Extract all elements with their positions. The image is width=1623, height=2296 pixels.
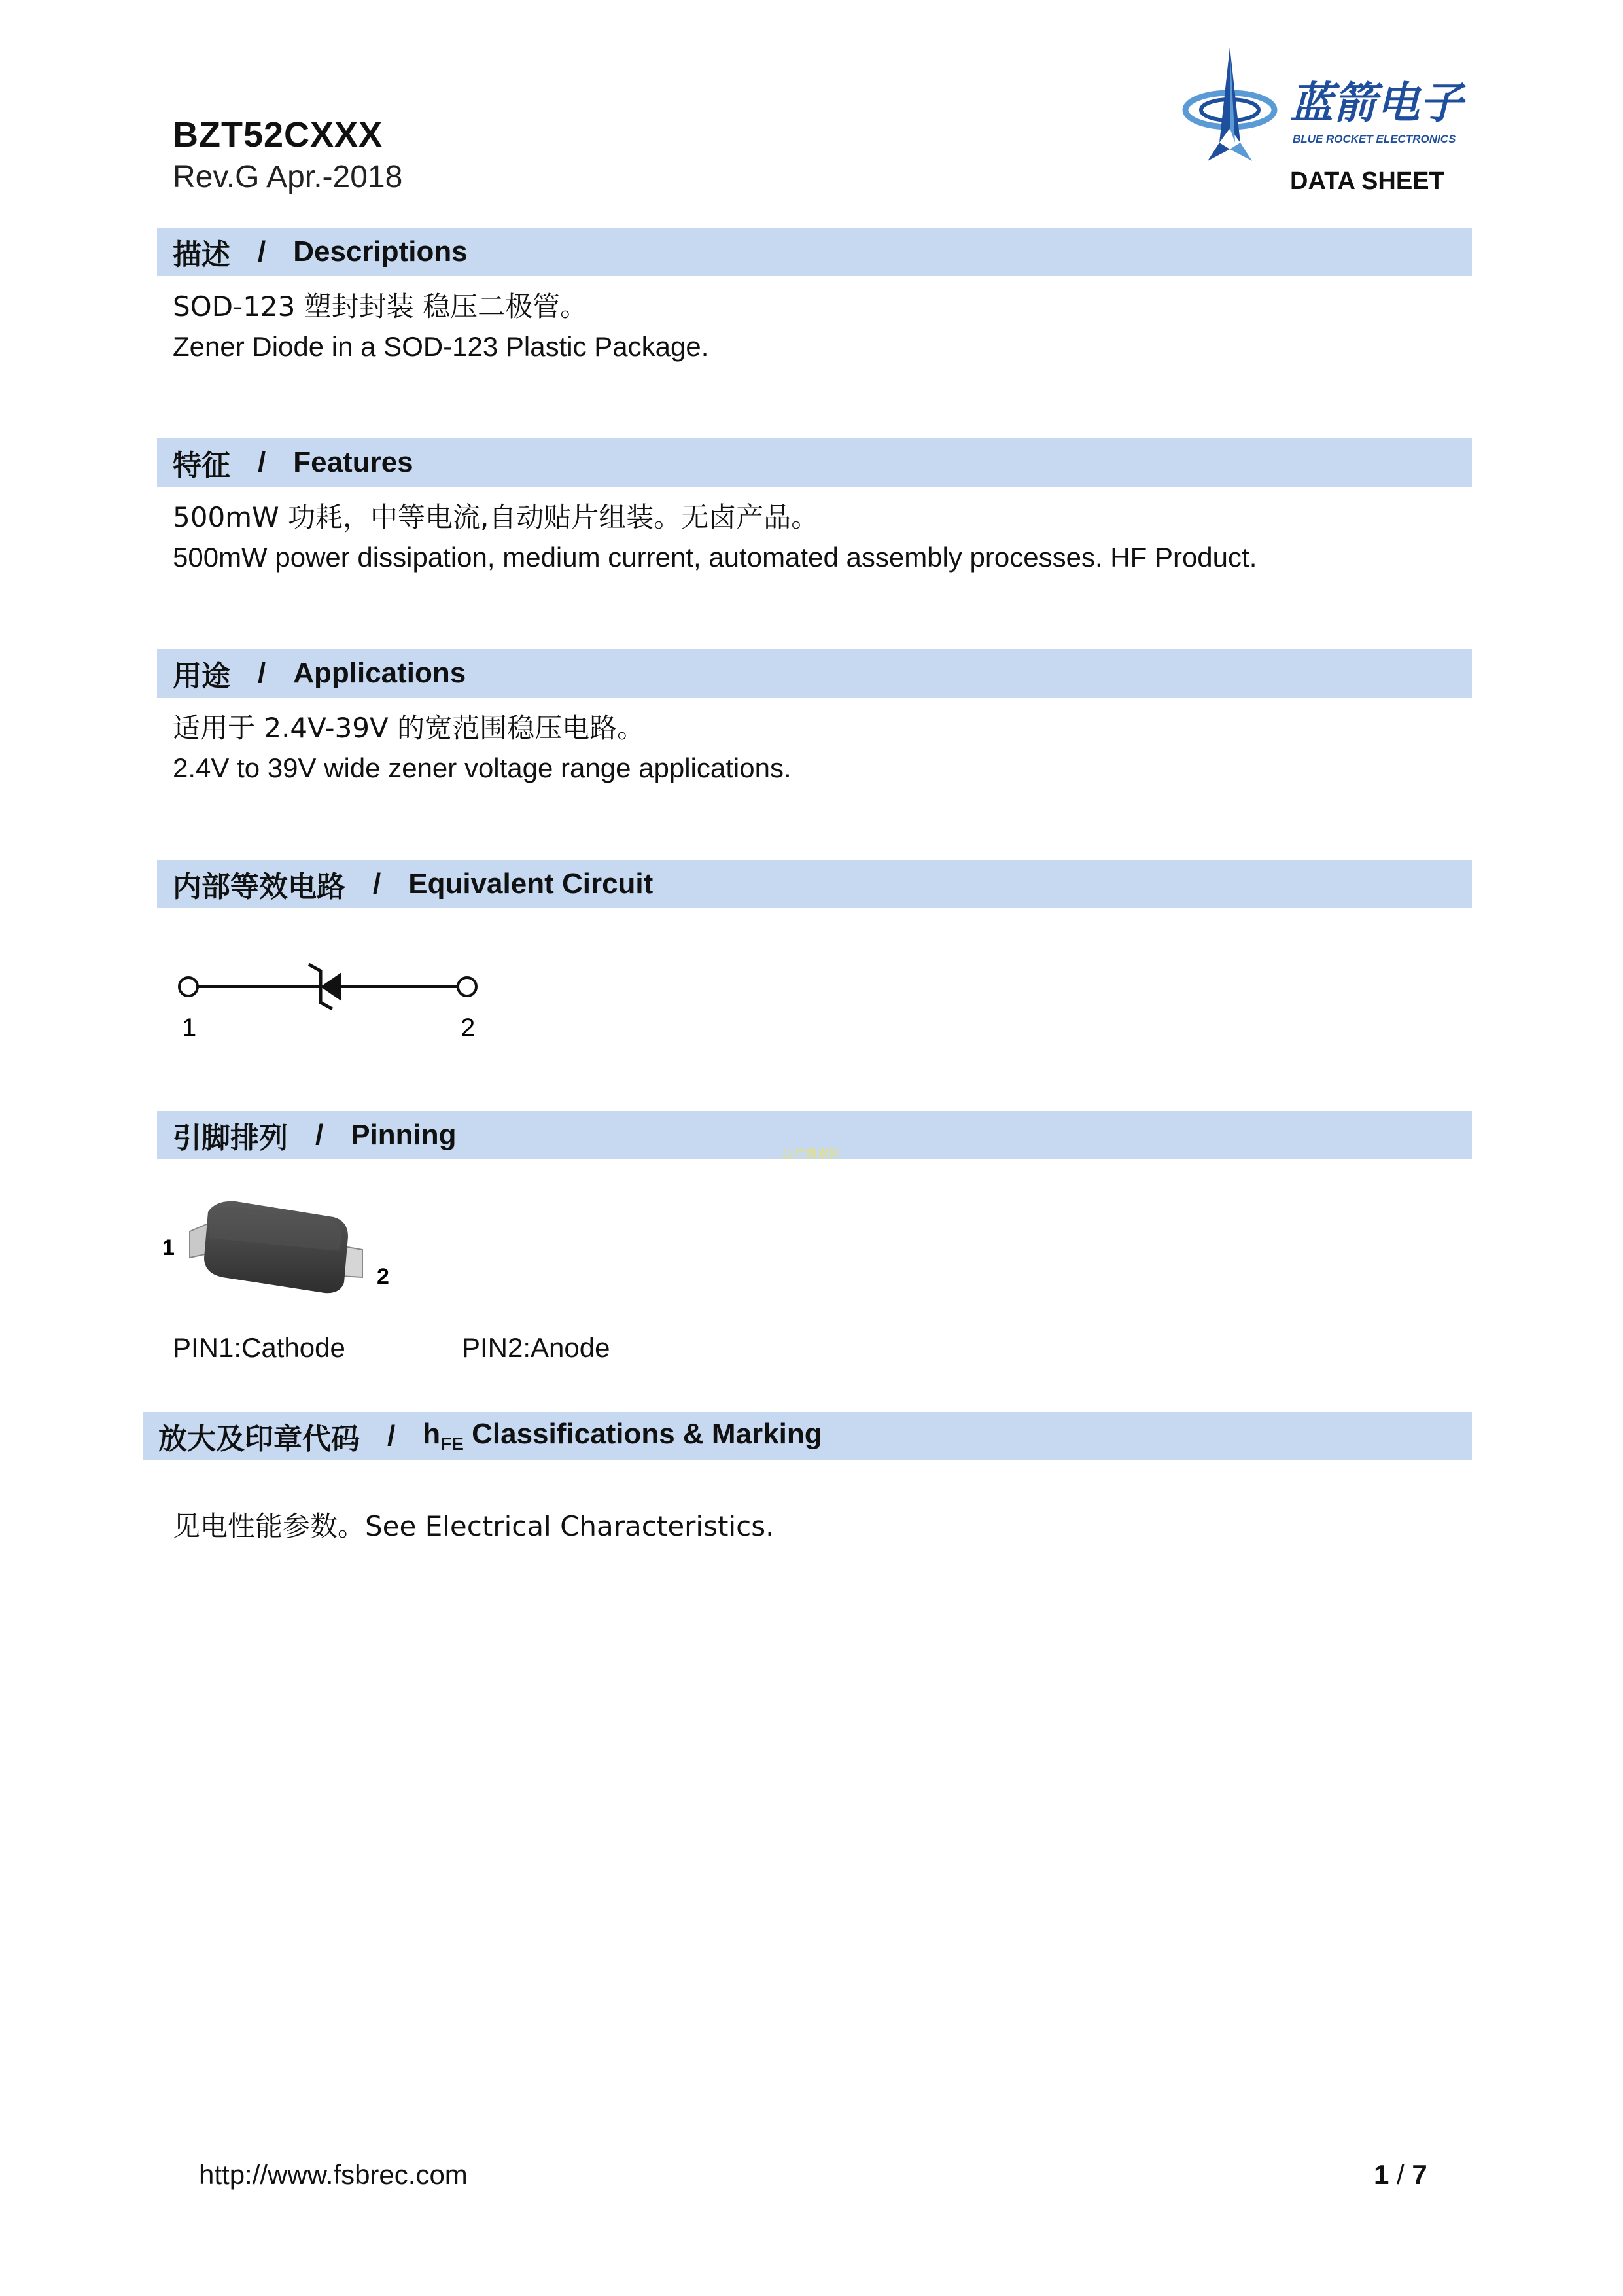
section-title-cn: 用途 [173, 660, 230, 692]
applications-en: 2.4V to 39V wide zener voltage range applications. [173, 752, 792, 783]
chip-pin-2-label: 2 [377, 1264, 389, 1289]
footer-url[interactable]: http://www.fsbrec.com [199, 2159, 468, 2190]
section-title-cn: 内部等效电路 [173, 871, 345, 903]
page-separator: / [1389, 2159, 1412, 2190]
features-cn: 500mW 功耗，中等电流,自动贴片组装。无卤产品。 [173, 501, 819, 533]
section-separator: / [373, 868, 381, 900]
section-bar-features [157, 438, 1472, 487]
applications-cn: 适用于 2.4V-39V 的宽范围稳压电路。 [173, 712, 645, 744]
page-number [1374, 2159, 1427, 2191]
company-logo [1178, 44, 1478, 169]
section-title-cn: 特征 [173, 450, 230, 482]
section-title-cn: 放大及印章代码 [158, 1423, 360, 1455]
section-title-en: Pinning [351, 1119, 457, 1151]
circuit-pin-1-label: 1 [182, 1014, 197, 1042]
section-bar-marking [143, 1412, 1472, 1460]
hfe-subscript: FE [440, 1433, 464, 1454]
descriptions-en: Zener Diode in a SOD-123 Plastic Package. [173, 331, 709, 362]
features-en: 500mW power dissipation, medium current, automated assembly processes. HF Product. [173, 542, 1257, 573]
marking-title-rest: Classifications & Marking [463, 1418, 822, 1451]
page-total: 7 [1412, 2159, 1427, 2190]
section-title-en [423, 1418, 822, 1455]
section-title-en: Descriptions [293, 236, 468, 268]
circuit-pin-2-label: 2 [461, 1014, 476, 1042]
section-separator: / [315, 1119, 324, 1151]
section-separator: / [258, 236, 266, 268]
watermark: 芯片搜索网 [782, 1148, 841, 1161]
company-name-en: BLUE ROCKET ELECTRONICS [1293, 133, 1456, 145]
section-separator: / [258, 657, 266, 689]
section-title-cn: 描述 [173, 239, 230, 271]
section-bar-descriptions [157, 228, 1472, 276]
diode-triangle [321, 972, 341, 1001]
section-separator: / [258, 446, 266, 478]
section-title-en: Applications [293, 657, 466, 689]
section-bar-applications [157, 649, 1472, 698]
doc-type: DATA SHEET [1290, 168, 1444, 195]
section-bar-circuit [157, 860, 1472, 908]
revision: Rev.G Apr.-2018 [173, 160, 403, 194]
terminal-1 [179, 978, 198, 996]
zener-diode-symbol [170, 947, 497, 1046]
hfe-h: h [423, 1418, 441, 1451]
sod123-package-image [157, 1186, 406, 1303]
section-title-en: Equivalent Circuit [408, 868, 654, 900]
descriptions-cn: SOD-123 塑封封装 稳压二极管。 [173, 291, 588, 323]
chip-pin-1-label: 1 [162, 1235, 175, 1260]
page-current: 1 [1374, 2159, 1389, 2190]
rocket-icon [1185, 47, 1274, 161]
pin1-description: PIN1:Cathode [173, 1332, 345, 1363]
section-title-en: Features [293, 446, 413, 478]
pin2-description: PIN2:Anode [462, 1332, 610, 1363]
section-title-cn: 引脚排列 [173, 1122, 288, 1154]
terminal-2 [458, 978, 476, 996]
marking-text: 见电性能参数。See Electrical Characteristics. [173, 1510, 775, 1542]
part-number: BZT52CXXX [173, 115, 383, 154]
section-separator: / [387, 1420, 396, 1452]
company-name-cn: 蓝箭电子 [1290, 78, 1463, 128]
